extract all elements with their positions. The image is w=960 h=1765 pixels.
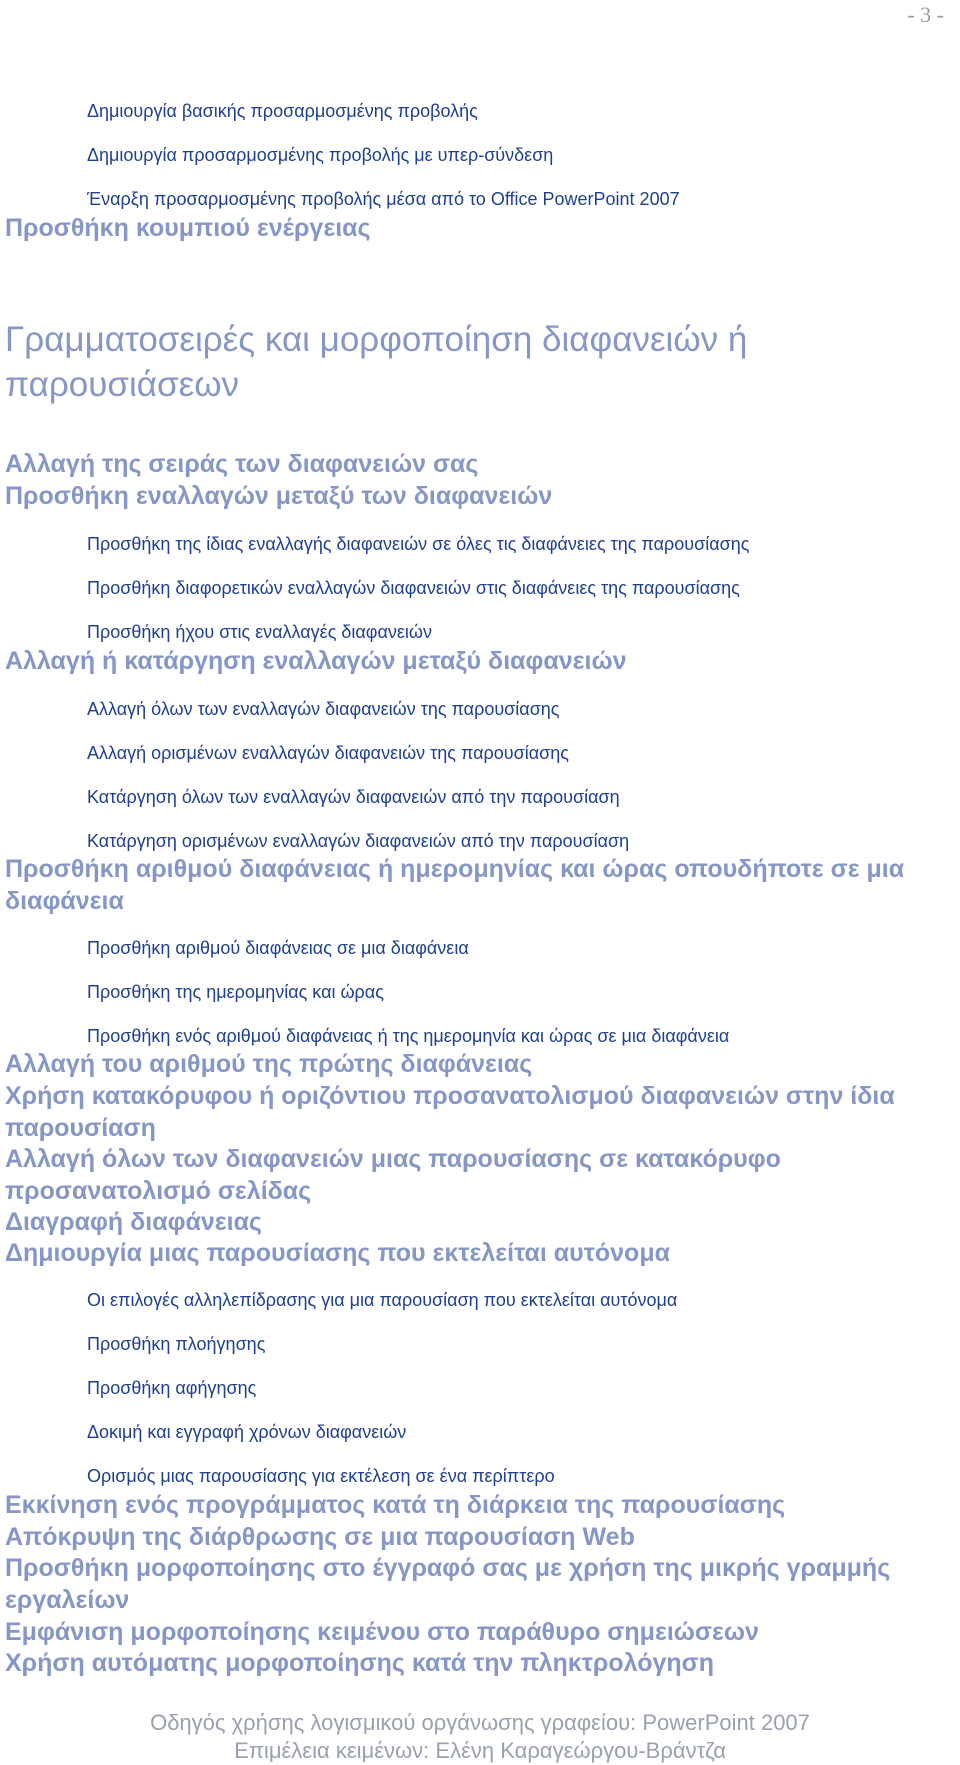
toc-entry[interactable]: Έναρξη προσαρμοσμένης προβολής μέσα από το Office PowerPoint 2007	[87, 189, 680, 209]
toc-entry[interactable]: Προσθήκη ήχου στις εναλλαγές διαφανειών	[87, 622, 432, 642]
toc-entry[interactable]: Δημιουργία προσαρμοσμένης προβολής με υπερ-σύνδεση	[87, 145, 554, 165]
toc-entry[interactable]: Προσθήκη αριθμού διαφάνειας ή ημερομηνίας και ώρας οπουδήποτε σε μια διαφάνεια	[5, 855, 905, 915]
toc-entry[interactable]: Προσθήκη αριθμού διαφάνειας σε μια διαφάνεια	[87, 938, 469, 958]
toc-entry[interactable]: Αλλαγή όλων των εναλλαγών διαφανειών της παρουσίασης	[87, 699, 560, 719]
footer-title: Οδηγός χρήσης λογισμικού οργάνωσης γραφείου: PowerPoint 2007	[150, 1710, 810, 1735]
toc-entry[interactable]: Κατάργηση ορισμένων εναλλαγών διαφανειών από την παρουσίαση	[87, 831, 630, 851]
toc-entry[interactable]: Δημιουργία βασικής προσαρμοσμένης προβολής	[87, 101, 478, 121]
toc-entry[interactable]: Αλλαγή του αριθμού της πρώτης διαφάνειας	[5, 1050, 533, 1078]
toc-entry[interactable]: Προσθήκη μορφοποίησης στο έγγραφό σας με χρήση της μικρής γραμμής εργαλείων	[5, 1554, 891, 1614]
toc-entry[interactable]: Χρήση αυτόματης μορφοποίησης κατά την πληκτρολόγηση	[5, 1649, 715, 1677]
toc-entry[interactable]: Εκκίνηση ενός προγράμματος κατά τη διάρκεια της παρουσίασης	[5, 1491, 786, 1519]
toc-entry[interactable]: Προσθήκη της ημερομηνίας και ώρας	[87, 982, 384, 1002]
toc-entry[interactable]: Προσθήκη εναλλαγών μεταξύ των διαφανειών	[5, 482, 553, 510]
toc-entry[interactable]: Προσθήκη κουμπιού ενέργειας	[5, 214, 371, 242]
toc-entry[interactable]: Προσθήκη ενός αριθμού διαφάνειας ή της ημερομηνία και ώρας σε μια διαφάνεια	[87, 1026, 730, 1046]
toc-entry[interactable]: Ορισμός μιας παρουσίασης για εκτέλεση σε ένα περίπτερο	[87, 1466, 555, 1486]
toc-entry[interactable]: Χρήση κατακόρυφου ή οριζόντιου προσανατολισμού διαφανειών στην ίδια παρουσίαση	[5, 1082, 895, 1142]
toc-entry[interactable]: Προσθήκη αφήγησης	[87, 1378, 257, 1398]
page-number: - 3 -	[907, 2, 944, 27]
footer-editor: Επιμέλεια κειμένων: Ελένη Καραγεώργου-Βράντζα	[234, 1738, 726, 1763]
toc-entry[interactable]: Αλλαγή όλων των διαφανειών μιας παρουσίασης σε κατακόρυφο προσανατολισμό σελίδας	[5, 1145, 781, 1205]
toc-entry[interactable]: Προσθήκη διαφορετικών εναλλαγών διαφανειών στις διαφάνειες της παρουσίασης	[87, 578, 740, 598]
toc-entry[interactable]: Κατάργηση όλων των εναλλαγών διαφανειών από την παρουσίαση	[87, 787, 620, 807]
toc-entry[interactable]: Αλλαγή ορισμένων εναλλαγών διαφανειών της παρουσίασης	[87, 743, 569, 763]
toc-entry[interactable]: Προσθήκη πλοήγησης	[87, 1334, 266, 1354]
toc-entry[interactable]: Αλλαγή ή κατάργηση εναλλαγών μεταξύ διαφανειών	[5, 647, 627, 675]
toc-entry[interactable]: Απόκρυψη της διάρθρωσης σε μια παρουσίαση Web	[5, 1523, 635, 1551]
toc-entry[interactable]: Διαγραφή διαφάνειας	[5, 1208, 262, 1236]
toc-entry[interactable]: Οι επιλογές αλληλεπίδρασης για μια παρουσίαση που εκτελείται αυτόνομα	[87, 1290, 678, 1310]
toc-entry[interactable]: Αλλαγή της σειράς των διαφανειών σας	[5, 450, 479, 478]
toc-entry[interactable]: Δοκιμή και εγγραφή χρόνων διαφανειών	[87, 1422, 407, 1442]
toc-entry[interactable]: Εμφάνιση μορφοποίησης κειμένου στο παράθυρο σημειώσεων	[5, 1618, 759, 1646]
toc-heading[interactable]: Γραμματοσειρές και μορφοποίηση διαφανειών ή παρουσιάσεων	[5, 320, 748, 404]
toc-entry[interactable]: Προσθήκη της ίδιας εναλλαγής διαφανειών σε όλες τις διαφάνειες της παρουσίασης	[87, 534, 750, 554]
toc-entry[interactable]: Δημιουργία μιας παρουσίασης που εκτελείται αυτόνομα	[5, 1239, 670, 1267]
